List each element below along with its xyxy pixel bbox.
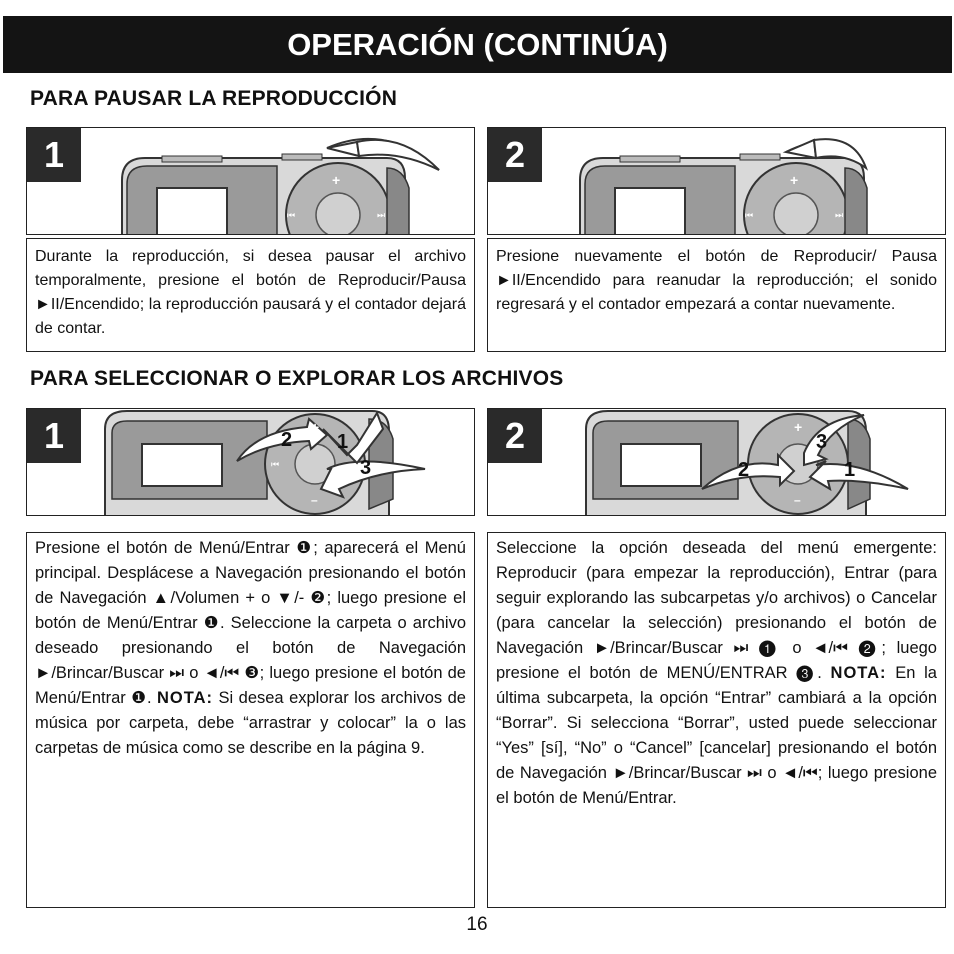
device-prev-label: ⏮ bbox=[745, 210, 754, 220]
step-browse-2-text-box bbox=[487, 532, 946, 908]
callout-3: 3 bbox=[816, 431, 828, 453]
device-plus-label: + bbox=[790, 172, 799, 188]
step-browse-2-text: Seleccione la opción deseada del menú emergente: Reproducir (para empezar la reproducción), Entrar (para seguir explorando las subcarpetas y/o archivos) o Cancelar (para cancelar la selección) presionando el botón de Navegación ►/Brincar/Buscar ⏭ ❶ o ◄/⏮ ❷; luego presione el botón de MENÚ/ENTRAR ❸. bbox=[496, 539, 937, 682]
page-title: OPERACIÓN (CONTINÚA) bbox=[287, 26, 668, 62]
step-number-badge: 1 bbox=[27, 128, 81, 182]
device-illustration bbox=[27, 409, 475, 516]
callout-1: 1 bbox=[844, 459, 856, 481]
callout-2: 2 bbox=[738, 459, 750, 481]
callout-2: 2 bbox=[281, 429, 293, 451]
device-prev-label: ⏮ bbox=[287, 210, 296, 220]
step-pause-2-text: Presione nuevamente el botón de Reproducir/ Pausa ►II/Encendido para reanudar la reproducción; el sonido regresará y el contador empezará a contar nuevamente. bbox=[496, 248, 937, 313]
device-prev-label: ⏮ bbox=[271, 459, 280, 469]
step-pause-1-text: Durante la reproducción, si desea pausar el archivo temporalmente, presione el botón de Reproducir/Pausa ►II/Encendido; la reproducción pausará y el contador dejará de contar. bbox=[35, 248, 466, 337]
step-pause-2-text-box bbox=[487, 238, 946, 352]
step-browse-1-illustration bbox=[26, 408, 475, 516]
callout-1: 1 bbox=[337, 431, 349, 453]
device-next-label: ⏭ bbox=[835, 210, 844, 220]
step-number-badge: 1 bbox=[27, 409, 81, 463]
device-illustration bbox=[27, 128, 475, 235]
section-title-pause: PARA PAUSAR LA REPRODUCCIÓN bbox=[30, 87, 398, 110]
note-text: En la última subcarpeta, la opción “Entrar” cambiará a la opción “Borrar”. Si selecciona “Borrar”, usted puede seleccionar “Yes” [sí], “No” o “Cancel” [cancelar] presionando el botón de Navegación ►/Brincar/Buscar ⏭ o ◄/⏮; luego presione el botón de Menú/Entrar. bbox=[496, 664, 937, 807]
step-pause-1-text-box bbox=[26, 238, 475, 352]
device-illustration bbox=[488, 128, 946, 235]
device-next-label: ⏭ bbox=[377, 210, 386, 220]
step-pause-1-illustration bbox=[26, 127, 475, 235]
device-plus-label: + bbox=[794, 419, 803, 435]
device-plus-label: + bbox=[311, 419, 320, 435]
section-title-browse: PARA SELECCIONAR O EXPLORAR LOS ARCHIVOS bbox=[30, 367, 564, 390]
device-plus-label: + bbox=[332, 172, 341, 188]
step-browse-2-illustration bbox=[487, 408, 946, 516]
note-text: Si desea explorar los archivos de música por carpeta, debe “arrastrar y colocar” la o las carpetas de música como se describe en la página 9. bbox=[35, 689, 466, 757]
step-browse-1-text-box bbox=[26, 532, 475, 908]
callout-3: 3 bbox=[360, 457, 372, 479]
device-minus-label: – bbox=[311, 493, 318, 507]
step-pause-2-illustration bbox=[487, 127, 946, 235]
step-number-badge: 2 bbox=[488, 128, 542, 182]
step-browse-1-text: Presione el botón de Menú/Entrar ❶; aparecerá el Menú principal. Desplácese a Navegación presionando el botón de Navegación ▲/Volumen + o ▼/- ❷; luego presione el botón de Menú/Entrar ❶. Seleccione la carpeta o archivo deseado presionando el botón de Navegación ►/Brincar/Buscar ⏭ o ◄/⏮ ❸; luego presione el botón de Menú/Entrar ❶. bbox=[35, 539, 466, 707]
device-illustration bbox=[488, 409, 946, 516]
step-number-badge: 2 bbox=[488, 409, 542, 463]
note-label: NOTA: bbox=[830, 664, 887, 682]
device-minus-label: – bbox=[794, 493, 801, 507]
page-banner bbox=[3, 16, 952, 73]
note-label: NOTA: bbox=[157, 689, 214, 707]
page-number: 16 bbox=[466, 914, 488, 935]
